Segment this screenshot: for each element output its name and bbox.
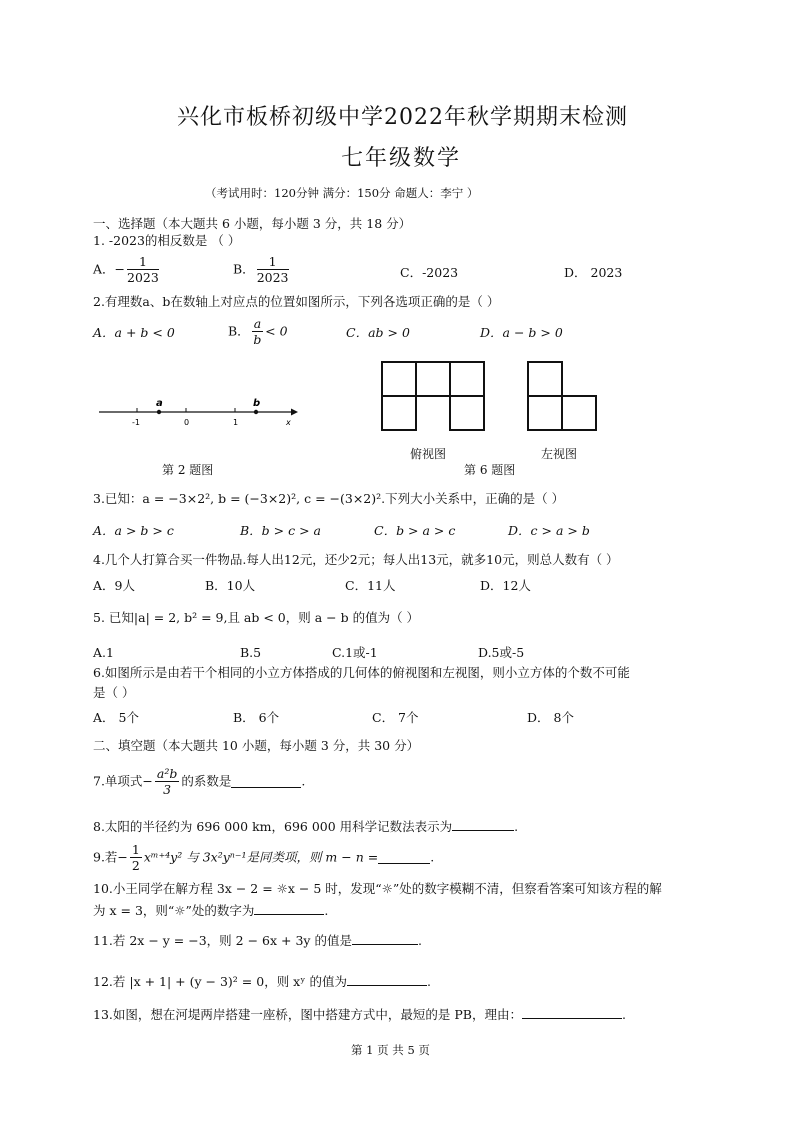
q3-option-d: D．c > a > b [508, 523, 590, 538]
top-view-cell [450, 396, 484, 430]
q10-line2-text: 为 x = 3，则“☼”处的数字为 [93, 903, 255, 918]
label-one: 1 [233, 418, 239, 427]
question-8: 8.太阳的半径约为 696 000 km，696 000 用科学记数法表示为 . [93, 819, 519, 834]
q3-option-c: C．b > a > c [374, 523, 456, 538]
label-x: x [286, 418, 291, 427]
q2-option-b-label: B． [228, 323, 250, 339]
q9-answer-blank [378, 851, 430, 864]
question-7: 7.单项式− $\frac{\text{a²b}}{3}$ 的系数是 . [93, 766, 306, 797]
exam-subtitle: 七年级数学 [341, 146, 462, 171]
question-5-stem: 5. 已知|a| = 2, b² = 9,且 ab < 0，则 a − b 的值为（ ） [93, 610, 420, 625]
q5-option-b: B.5 [240, 645, 262, 660]
q2-option-b-fraction [252, 316, 263, 347]
fraction-denominator: 2023 [127, 270, 159, 285]
q7-prefix: 7.单项式− [93, 773, 153, 789]
q6-option-a: A． 5个 [93, 710, 139, 725]
exam-title: 兴化市板桥初级中学2022年秋学期期末检测 [177, 105, 628, 130]
fraction-numerator: a [253, 316, 262, 331]
fraction-denominator: b [253, 332, 262, 347]
q3-option-a: A．a > b > c [93, 523, 174, 538]
q13-answer-blank [522, 1006, 622, 1019]
q4-option-a: A．9人 [93, 578, 135, 593]
q5-option-a: A.1 [93, 645, 114, 660]
top-view-caption: 俯视图 [410, 447, 447, 461]
left-view-cell [528, 362, 562, 396]
number-line-arrow [291, 409, 298, 416]
question-2-stem: 2.有理数a、b在数轴上对应点的位置如图所示，下列各选项正确的是（ ） [93, 294, 500, 309]
point-a [157, 410, 161, 414]
left-view-caption: 左视图 [541, 447, 578, 461]
q2-option-b [228, 316, 288, 347]
label-b: b [253, 398, 261, 409]
q1-option-a-fraction [127, 254, 159, 285]
question-10-line1: 10.小王同学在解方程 3x − 2 = ☼x − 5 时，发现“☼”处的数字模糊不清，但察看答案可知该方程的解 [93, 881, 662, 896]
question-11: 11.若 2x − y = −3，则 2 − 6x + 3y 的值是 . [93, 933, 422, 948]
q5-option-d: D.5或-5 [478, 645, 525, 660]
left-view-cell [562, 396, 596, 430]
q12-text: 12.若 |x + 1| + (y − 3)² = 0，则 xʸ 的值为 [93, 974, 347, 989]
q9-prefix: 9.若− [93, 849, 128, 865]
q4-option-b: B．10人 [205, 578, 256, 593]
section-2-heading: 二、填空题（本大题共 10 小题，每小题 3 分，共 30 分） [93, 738, 420, 753]
q1-option-d: D． 2023 [564, 265, 623, 280]
q2-option-c: C．ab > 0 [346, 325, 410, 340]
top-view-cell [416, 362, 450, 396]
q10-answer-blank [254, 902, 324, 915]
fraction-numerator: 1 [131, 842, 140, 857]
figure-6-caption: 第 6 题图 [464, 463, 516, 477]
q1-option-c: C．-2023 [400, 265, 459, 280]
section-1-heading: 一、选择题（本大题共 6 小题，每小题 3 分，共 18 分） [93, 216, 412, 231]
q9-fraction [130, 842, 142, 873]
q1-option-a-label: A．− [93, 261, 126, 277]
q12-answer-blank [347, 973, 427, 986]
fraction-denominator: 2023 [256, 270, 289, 285]
q2-option-d: D．a − b > 0 [480, 325, 563, 340]
top-view-figure [380, 360, 486, 432]
question-6-stem-line1: 6.如图所示是由若干个相同的小立方体搭成的几何体的俯视图和左视图，则小立方体的个数不可能 [93, 665, 630, 680]
top-view-cell [382, 396, 416, 430]
q6-option-b: B． 6个 [233, 710, 280, 725]
q1-option-b-fraction [257, 254, 289, 285]
q11-answer-blank [352, 932, 418, 945]
q4-option-c: C．11人 [345, 578, 396, 593]
left-view-figure [526, 360, 598, 432]
page-number: 第 1 页 共 5 页 [351, 1043, 430, 1057]
q1-option-b-label: B． [233, 261, 255, 277]
top-view-cell [450, 362, 484, 396]
q9-suffix: xᵐ⁺⁴y² 与 3x²yⁿ⁻¹是同类项，则 m − n = [143, 849, 379, 865]
fraction-numerator: 1 [127, 254, 159, 270]
question-10-line2: 为 x = 3，则“☼”处的数字为 . [93, 903, 329, 918]
q3-option-b: B．b > c > a [240, 523, 321, 538]
fraction-numerator: a²b [156, 766, 178, 781]
q8-text: 8.太阳的半径约为 696 000 km，696 000 用科学记数法表示为 [93, 819, 453, 834]
question-3-stem: 3.已知：a = −3×2², b = (−3×2)², c = −(3×2)².下列大小关系中，正确的是（ ） [93, 491, 565, 506]
question-1-stem: 1. -2023的相反数是 （ ） [93, 233, 241, 248]
question-13: 13.如图，想在河堤两岸搭建一座桥，图中搭建方式中，最短的是 PB，理由： . [93, 1007, 626, 1022]
left-view-cell [528, 396, 562, 430]
fraction-denominator: 3 [163, 782, 172, 797]
q6-option-d: D． 8个 [527, 710, 574, 725]
top-view-cell [382, 362, 416, 396]
exam-info: （考试用时：120分钟 满分：150分 命题人：李宁 ） [205, 186, 479, 200]
point-b [254, 410, 258, 414]
fraction-numerator: 1 [257, 254, 289, 270]
label-neg1: -1 [132, 418, 140, 427]
q7-suffix: 的系数是 [181, 773, 232, 789]
q1-option-a [93, 254, 161, 285]
number-line-figure [95, 392, 300, 432]
question-6-stem-line2: 是（ ） [93, 685, 135, 700]
q2-option-a: A．a + b < 0 [93, 325, 175, 340]
q2-option-b-tail: < 0 [265, 323, 288, 339]
q5-option-c: C.1或-1 [332, 645, 378, 660]
fraction-denominator: 2 [131, 858, 140, 873]
q7-fraction [155, 766, 179, 797]
figure-2-caption: 第 2 题图 [162, 463, 214, 477]
label-a: a [156, 398, 163, 409]
label-zero: 0 [184, 418, 190, 427]
q7-answer-blank [231, 775, 301, 788]
q4-option-d: D．12人 [480, 578, 531, 593]
q6-option-c: C． 7个 [372, 710, 419, 725]
q1-option-b [233, 254, 291, 285]
q13-text: 13.如图，想在河堤两岸搭建一座桥，图中搭建方式中，最短的是 PB，理由： [93, 1007, 522, 1022]
question-4-stem: 4.几个人打算合买一件物品.每人出12元，还少2元；每人出13元，就多10元，则总人数有（ ） [93, 552, 619, 567]
question-12: 12.若 |x + 1| + (y − 3)² = 0，则 xʸ 的值为 . [93, 974, 431, 989]
question-9: 9.若− $\frac{1}{2}$ xᵐ⁺⁴y² 与 3x²yⁿ⁻¹是同类项，则 m − n = . [93, 842, 435, 873]
q11-text: 11.若 2x − y = −3，则 2 − 6x + 3y 的值是 [93, 933, 352, 948]
q8-answer-blank [452, 818, 514, 831]
